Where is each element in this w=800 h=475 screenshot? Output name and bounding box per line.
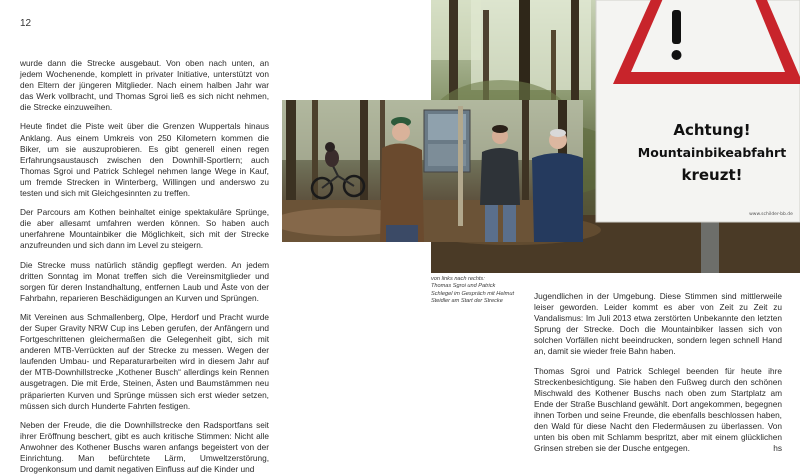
paragraph: Die Strecke muss natürlich ständig gepflegt werden. An jedem dritten Sonntag im Monat treffen sich die Vereinsmitglieder und sorgen für deren Instandhaltung, entfernen Laub und Äste von der Fahrbahn, reparieren Beschädigungen an Kurven und Sprüngen. <box>20 259 269 303</box>
paragraph: Heute findet die Piste weit über die Grenzen Wuppertals hinaus Anklang. Aus einem Umkreis von 250 Kilometern kommen die Biker, um sie auszuprobieren. Es gibt generell einen regen Erfahrungsaustausch zwischen den Downhill-Sportlern; auch Thomas Sgroi und Patrick Schlegel nehmen lange Wege in Kauf, um fremde Strecken in Winterberg, Willingen und anderswo zu testen und sich mit Gleichgesinnten zu treffen. <box>20 121 269 199</box>
caption-line: von links nach rechts: <box>431 276 485 282</box>
paragraph: Jugendlichen in der Umgebung. Diese Stimmen sind mittlerweile leiser geworden. Leider kommt es aber von Zeit zu Zeit zu Vandalismus: Im Juli 2013 etwa zerstörten Unbekannte den letzten Sprung der Strecke. Doch die Mountainbiker lassen sich von solchen Vorfällen nicht beeindrucken, sondern legen schnell Hand an, damit sie wieder freie Bahn haben. <box>534 291 782 357</box>
sign-line-3: kreuzt! <box>681 166 743 184</box>
page-number-left: 12 <box>20 18 32 29</box>
exclamation-icon <box>672 10 681 44</box>
left-text-column <box>20 58 269 475</box>
warning-sign <box>596 0 800 222</box>
sign-small-text: www.schilder-bb.de <box>749 212 793 217</box>
paragraph-text: Thomas Sgroi und Patrick Schlegel beenden für heute ihre Streckenbesichtigung. Sie haben den Fußweg durch den schönen Mischwald des Kothener Buschs nach oben zum Startplatz am Ende der Straße Buschland gewählt. Dort angekommen, begegnen ihnen Torben und seine Freunde, die ebenfalls beschlossen haben, den Wald für diese Nacht den Fledermäusen zu überlassen. Von unten bis oben mit Schlamm bespritzt, aber mit einem glücklichen Grinsen streben sie der Dusche entgegen. <box>534 365 782 454</box>
paragraph <box>534 366 782 455</box>
paragraph: Mit Vereinen aus Schmallenberg, Olpe, Herdorf und Pracht wurde der Super Gravity NRW Cup ins Leben gerufen, der Anfängern und Fortgeschrittenen gleichermaßen die Gelegenheit gibt, sich mit anderen MTB-Verrückten auf der Strecke zu messen. Wegen der laufenden Umbau- und Reparaturarbeiten wird in diesem Jahr auf der MTB-Downhillstrecke „Kothener Busch“ allerdings kein Rennen ausgetragen. Die mit Erde, Steinen, Ästen und Baumstämmen neu präparierten Kurven und Sprünge müssen sich erst wieder setzen, müssen sich durch Hunderte Fahrten festigen. <box>20 311 269 411</box>
caption-line: Thomas Sgroi und Patrick <box>431 283 496 290</box>
paragraph: Der Parcours am Kothen beinhaltet einige spektakuläre Sprünge, die aber allesamt umfahren werden können. So haben auch unerfahrene Mountainbiker die Möglichkeit, sich mit der Strecke anzufreunden und sich dann im Level zu steigern. <box>20 207 269 251</box>
author-signature: hs <box>773 443 782 454</box>
photo-caption <box>431 276 531 305</box>
caption-line: Schlegel im Gespräch mit Helmut <box>431 290 515 297</box>
sign-line-1: Achtung! <box>673 121 751 139</box>
track-start-photo <box>282 100 583 242</box>
sign-line-2: Mountainbikeabfahrt <box>637 145 787 160</box>
right-text-column <box>534 291 782 454</box>
caption-line: Steidler am Start der Strecke <box>431 297 503 304</box>
paragraph: Neben der Freude, die die Downhillstrecke den Radsportfans seit ihrer Eröffnung beschert, gibt es auch kritische Stimmen: Nicht alle Anwohner des Kothener Buschs waren anfangs begeistert von der Einrichtung. Man befürchtete Lärm, Umweltzerstörung, Drogenkonsum und damit negativen Einfluss auf die Kinder und <box>20 419 269 475</box>
paragraph: wurde dann die Strecke ausgebaut. Von oben nach unten, an jedem Wochenende, komplett in privater Initiative, unterstützt von den Eltern der jüngeren Mitglieder. Nach einem halben Jahr war das Werk vollbracht, und Thomas Sgroi ließ es sich nicht nehmen, die Strecke einzuweihen. <box>20 58 269 113</box>
